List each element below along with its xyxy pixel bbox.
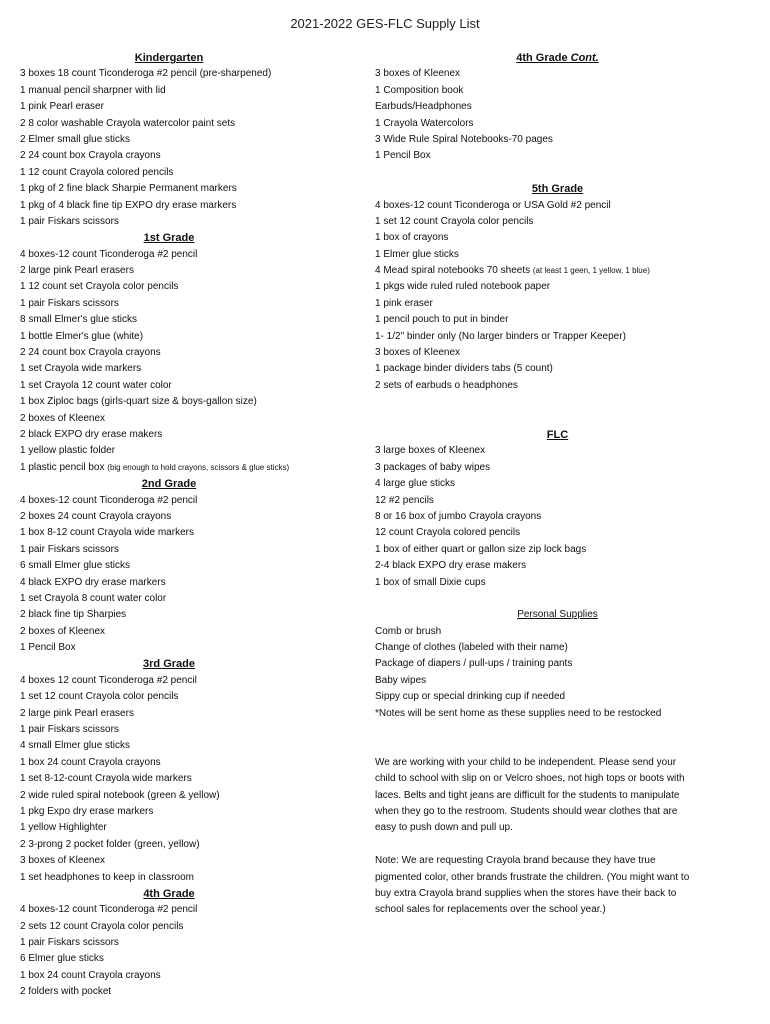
- list-item: 1 box 8-12 count Crayola wide markers: [20, 527, 194, 539]
- list-item: 2 folders with pocket: [20, 986, 112, 998]
- list-item: 1 Elmer glue sticks: [375, 248, 459, 260]
- list-item: Earbuds/Headphones: [375, 101, 472, 113]
- list-item: 1 pair Fiskars scissors: [20, 937, 119, 949]
- list-item: 1 Pencil Box: [375, 150, 431, 162]
- list-item: 2 3-prong 2 pocket folder (green, yellow): [20, 838, 200, 850]
- list-item: 1 set Crayola 12 count water color: [20, 379, 172, 391]
- list-item: 1 box 24 count Crayola crayons: [20, 969, 161, 981]
- list-flc: [375, 443, 755, 591]
- list-item: 1 pkg of 4 black fine tip EXPO dry erase markers: [20, 199, 237, 211]
- list-5th-grade: [375, 198, 755, 264]
- list-item: 3 boxes 18 count Ticonderoga #2 pencil (pre-sharpened): [20, 68, 272, 80]
- list-item: 2 sets of earbuds o headphones: [375, 379, 518, 391]
- list-item: [20, 460, 355, 476]
- list-item: 1 package binder dividers tabs (5 count): [375, 363, 553, 375]
- list-item: 1 pink eraser: [375, 297, 433, 309]
- list-item: 2 24 count box Crayola crayons: [20, 150, 161, 162]
- list-item: 1 pkg Expo dry erase markers: [20, 805, 154, 817]
- list-item-text: 1 plastic pencil box: [20, 461, 108, 473]
- list-item: 2-4 black EXPO dry erase makers: [375, 560, 527, 572]
- list-item: 1 pink Pearl eraser: [20, 101, 104, 113]
- list-4th-grade-cont: [375, 66, 755, 164]
- list-item: 3 Wide Rule Spiral Notebooks-70 pages: [375, 133, 553, 145]
- list-item: 1 yellow Highlighter: [20, 822, 107, 834]
- list-item: 4 boxes 12 count Ticonderoga #2 pencil: [20, 674, 197, 686]
- list-item: 4 large glue sticks: [375, 478, 456, 490]
- list-item: Change of clothes (labeled with their name): [375, 642, 568, 654]
- crayola-note-paragraph: Note: We are requesting Crayola brand because they have true pigmented color, other brands frustrate the children. (You might want to buy extra Crayola brand supplies when the stores have their back to school sales for replacements over the school year.): [375, 855, 690, 916]
- list-item: 6 small Elmer glue sticks: [20, 560, 131, 572]
- list-item: 2 boxes 24 count Crayola crayons: [20, 510, 172, 522]
- list-item: 1 12 count Crayola colored pencils: [20, 166, 174, 178]
- list-item: 1 set Crayola wide markers: [20, 363, 142, 375]
- section-heading: 1st Grade: [143, 232, 195, 245]
- list-item: 1 set 12 count Crayola color pencils: [20, 691, 179, 703]
- list-item: 1 bottle Elmer's glue (white): [20, 330, 144, 342]
- list-item: 1 pair Fiskars scissors: [20, 724, 119, 736]
- list-item: 1 set 8-12-count Crayola wide markers: [20, 773, 192, 785]
- list-item: 1 pkgs wide ruled ruled notebook paper: [375, 281, 551, 293]
- list-item: 12 #2 pencils: [375, 494, 434, 506]
- list-item: 1 box of crayons: [375, 232, 449, 244]
- list-item: 3 boxes of Kleenex: [375, 68, 461, 80]
- spacer: [375, 411, 755, 427]
- list-item: 1 yellow plastic folder: [20, 445, 116, 457]
- heading-5th-grade: 5th Grade: [531, 183, 584, 196]
- list-item: 3 packages of baby wipes: [375, 461, 491, 473]
- list-item: 1 box of small Dixie cups: [375, 576, 486, 588]
- list-5th-grade-cont: [375, 279, 755, 394]
- list-item: 1 set Crayola 8 count water color: [20, 592, 167, 604]
- spacer: [375, 165, 755, 181]
- list-item: 6 Elmer glue sticks: [20, 953, 104, 965]
- list-item: 1 pkg of 2 fine black Sharpie Permanent markers: [20, 183, 237, 195]
- list-item: 1 pair Fiskars scissors: [20, 543, 119, 555]
- list-item: 3 large boxes of Kleenex: [375, 445, 486, 457]
- list-item: 4 boxes-12 count Ticonderoga #2 pencil: [20, 248, 198, 260]
- spacer: [375, 722, 755, 738]
- list-item: 1 box 24 count Crayola crayons: [20, 756, 161, 768]
- list-personal-supplies: [375, 624, 755, 722]
- list-item: 1 set 12 count Crayola color pencils: [375, 215, 534, 227]
- spacer: [375, 837, 755, 853]
- heading-flc: FLC: [546, 428, 569, 441]
- list-item: 1 pair Fiskars scissors: [20, 297, 119, 309]
- list-item: 8 or 16 box of jumbo Crayola crayons: [375, 510, 542, 522]
- list-item: 3 boxes of Kleenex: [375, 347, 461, 359]
- list-item: 2 black EXPO dry erase makers: [20, 428, 163, 440]
- list-item: 1 pencil pouch to put in binder: [375, 314, 509, 326]
- list-item: 1 Pencil Box: [20, 642, 76, 654]
- spacer: [375, 394, 755, 410]
- list-item: Baby wipes: [375, 674, 427, 686]
- list-item: Package of diapers / pull-ups / training pants: [375, 658, 573, 670]
- section-heading: 4th Grade: [143, 887, 195, 900]
- list-item: Sippy cup or special drinking cup if needed: [375, 691, 566, 703]
- list-item: 1 set headphones to keep in classroom: [20, 871, 194, 883]
- list-item: 2 wide ruled spiral notebook (green & yellow): [20, 789, 220, 801]
- list-item: 2 8 color washable Crayola watercolor paint sets: [20, 117, 236, 129]
- list-item: 2 black fine tip Sharpies: [20, 609, 127, 621]
- list-item: 2 large pink Pearl erasers: [20, 707, 134, 719]
- list-item: 2 large pink Pearl erasers: [20, 265, 134, 277]
- list-item: 1 box of either quart or gallon size zip lock bags: [375, 543, 587, 555]
- list-item: 4 small Elmer glue sticks: [20, 740, 131, 752]
- list-item: *Notes will be sent home as these supplies need to be restocked: [375, 707, 662, 719]
- list-item: 1 pair Fiskars scissors: [20, 215, 119, 227]
- list-item: 2 Elmer small glue sticks: [20, 133, 131, 145]
- list-item: 4 boxes-12 count Ticonderoga #2 pencil: [20, 904, 198, 916]
- list-item: 4 boxes-12 count Ticonderoga #2 pencil: [20, 494, 198, 506]
- list-item: 3 boxes of Kleenex: [20, 855, 106, 867]
- right-column: [375, 50, 755, 919]
- section-heading: Kindergarten: [134, 52, 204, 64]
- list-item: 1 box Ziploc bags (girls-quart size & boys-gallon size): [20, 396, 257, 408]
- list-item: 1 manual pencil sharpner with lid: [20, 84, 166, 96]
- list-item: 1 Crayola Watercolors: [375, 117, 474, 129]
- list-item: 2 boxes of Kleenex: [20, 625, 106, 637]
- list-item: 1 12 count set Crayola color pencils: [20, 281, 179, 293]
- list-item: 8 small Elmer's glue sticks: [20, 314, 137, 326]
- independence-paragraph: We are working with your child to be independent. Please send your child to school with slip on or Velcro shoes, not high tops or boots with laces. Belts and tight jeans are difficult for the students to manipulate when they go to the restroom. Students should wear clothes that are easy to push down and pull up.: [375, 756, 685, 834]
- list-item-note: (big enough to hold crayons, scissors & glue sticks): [107, 462, 290, 472]
- list-item: 2 24 count box Crayola crayons: [20, 347, 161, 359]
- list-item: 4 boxes-12 count Ticonderoga or USA Gold #2 pencil: [375, 199, 611, 211]
- left-column: [20, 50, 355, 1001]
- list-item: 2 sets 12 count Crayola color pencils: [20, 920, 184, 932]
- list-item: Comb or brush: [375, 625, 442, 637]
- list-item: 4 Mead spiral notebooks 70 sheets (at least 1 geen, 1 yellow, 1 blue): [375, 265, 650, 277]
- list-item: 2 boxes of Kleenex: [20, 412, 106, 424]
- list-item: 1 Composition book: [375, 84, 464, 96]
- page-title: 2021-2022 GES-FLC Supply List: [290, 16, 480, 31]
- spacer: [375, 591, 755, 607]
- list-item: 1- 1/2" binder only (No larger binders or Trapper Keeper): [375, 330, 626, 342]
- heading-personal-supplies: Personal Supplies: [517, 609, 598, 621]
- section-heading: 3rd Grade: [143, 658, 195, 671]
- section-heading: 2nd Grade: [141, 478, 197, 491]
- heading-4th-grade-cont: 4th Grade Cont.: [516, 52, 599, 64]
- list-item: 12 count Crayola colored pencils: [375, 527, 521, 539]
- spacer: [375, 738, 755, 754]
- list-item: 4 black EXPO dry erase markers: [20, 576, 166, 588]
